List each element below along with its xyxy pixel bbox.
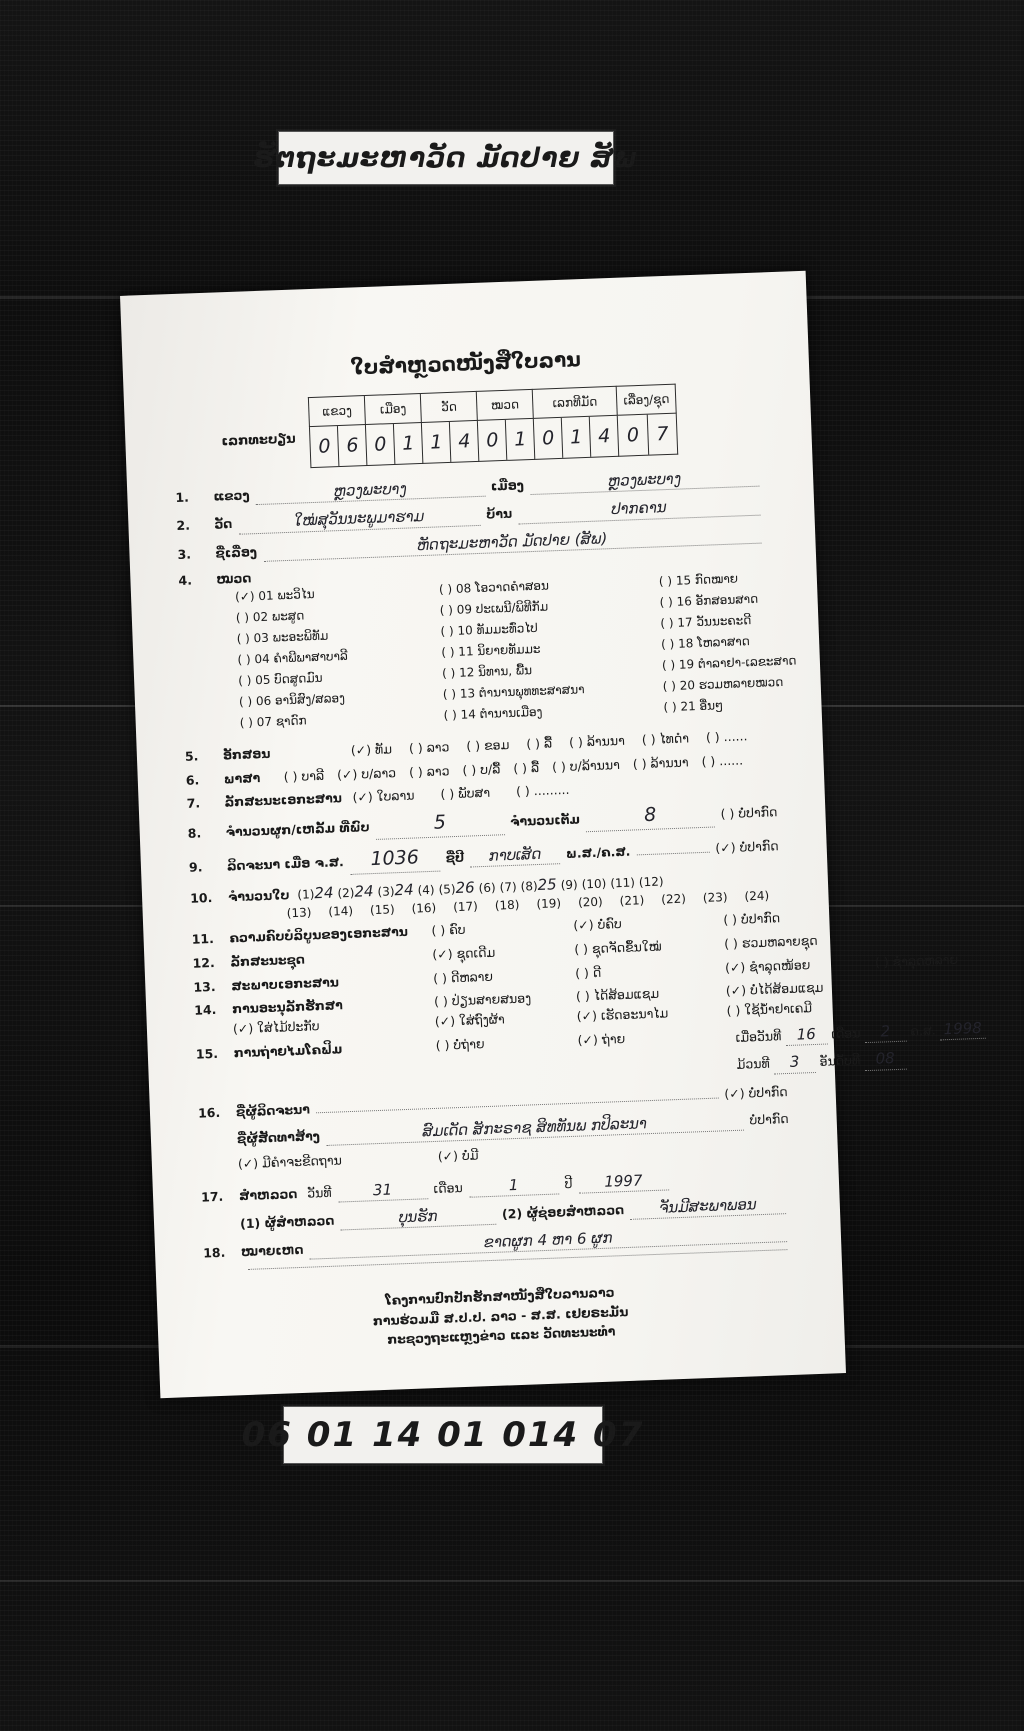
microfilm-order-value: 08 [864, 1048, 907, 1071]
assistant-label: (2) ຜູ້ຊ່ອຍສຳຫລວດ [501, 1201, 625, 1222]
surveyor-name-line [340, 1204, 497, 1231]
registration-table [308, 384, 678, 468]
reg-digit: 0 [541, 427, 555, 450]
script-option: ( ) ຂອມ [466, 736, 510, 754]
leaf-slot: (1)24 [297, 883, 334, 902]
field-row-condition: 13. ສະພາບເອກະສານ ( ) ດີຫລາຍ ( ) ດີ (✓) ຊຳລຸດໜ້ອຍ ( ) ຊຳລຸດຫລາຍ [193, 951, 959, 995]
leaf-slot: (4) [417, 882, 435, 897]
field-row-completeness: 11. ຄວາມຄົບບໍລິບູນຂອງເອກະສານ ( ) ຄົບ (✓) ບໍ່ຄົບ ( ) ບໍ່ປາກົດ [191, 909, 781, 947]
province-value-line [255, 476, 485, 506]
script-option: ( ) ...... [705, 727, 748, 745]
language-option: ( ) ລາວ [408, 762, 450, 780]
language-option: ( ) ບ/ລ້ານນາ [551, 756, 621, 774]
condition-option: ( ) ດີຫລາຍ [432, 968, 494, 986]
microfilm-details [735, 1018, 987, 1076]
category-item: ( ) 07 ຊາດົກ [239, 713, 307, 730]
field-row-language: 6. ພາສາ ( ) ບາລີ (✓) ບ/ລາວ ( ) ລາວ ( ) ບ/ລື້ ( ) ລື້ ( ) ບ/ລ້ານນາ ( ) ລ້ານນາ ( ) ...... [185, 751, 744, 788]
condition-option: (✓) ຊຳລຸດໜ້ອຍ [724, 956, 811, 975]
date-unknown-option: (✓) ບໍ່ປາກົດ [715, 838, 779, 856]
conservation-option: (✓) ໃສ່ຖົງຜ້າ [434, 1011, 506, 1030]
field-row-survey-date: 17. ສຳຫລວດ ວັນທີ 31 ເດືອນ 1 ປີ 1997 [201, 1165, 791, 1208]
manuscript-title-label: ຊື່ເລື່ອງ [215, 543, 258, 561]
bottom-code-card [241, 1406, 645, 1464]
survey-day-line [337, 1178, 428, 1203]
category-grid [234, 570, 797, 736]
footer-program: ໂຄງການປົກປັກຮັກສາໜັງສືໃບລານລາວ [385, 1284, 615, 1309]
year-name-label: ຊື່ປີ [445, 849, 465, 866]
sponsor-unknown-option: ບໍ່ປາກົດ [749, 1110, 789, 1127]
doc-type-option: (✓) ໃບລານ [352, 787, 415, 806]
microfilm-month-value: 2 [864, 1021, 907, 1044]
script-label: ອັກສອນ [222, 745, 271, 763]
conservation-option: (✓) ເຮັດອະນາໄມ [576, 1005, 669, 1024]
category-item: ( ) 08 ໂອວາດຄຳສອນ [438, 578, 550, 597]
category-column-2 [439, 574, 656, 729]
set-type-option: ( ) ຮວມຫລາຍຊຸດ [723, 932, 818, 951]
top-title-card [253, 131, 639, 185]
leaf-slot: (13) [286, 905, 312, 921]
leaf-slot: (6) [478, 880, 496, 895]
assistant-name-line [630, 1193, 787, 1220]
scribe-name-line [316, 1097, 719, 1113]
reg-digit: 0 [485, 429, 499, 452]
field-row-remarks: 18. ໝາຍເຫດ ຂາດຜູກ 4 ຫາ 6 ຜູກ [203, 1221, 793, 1264]
leaf-slot: (9) [560, 877, 578, 892]
field-row-leaves: 10. ຈຳນວນໃບ (1)24 (2)24 (3)24 (4) (5)26 (6) (7) (8)25 (9) (10) (11) (12) [190, 866, 780, 908]
condition-option: ( ) ດີ [574, 964, 602, 981]
conservation-option: ( ) ໄດ້ສ້ອມແຊມ [575, 986, 660, 1005]
field-row-province: 1. ແຂວງ ຫຼວງພະບາງ ເມືອງ ຫຼວງພະບາງ [175, 465, 765, 508]
province-value: ຫຼວງພະບາງ [333, 479, 407, 501]
leaf-slot: (15) [369, 902, 395, 917]
doc-type-option: ( ) ພັບສາ [440, 785, 491, 802]
category-item: (✓) 01 ພະວິໄນ [234, 586, 315, 604]
language-option: (✓) ບ/ລາວ [336, 764, 397, 782]
leaf-slot: (17) [452, 899, 479, 914]
leaf-slot: (24) [744, 888, 770, 904]
era-line [636, 852, 709, 856]
sponsor-name-value: ສົມເດັດ ສັກະຣາຊ ສິທທັນພ ກປິລະນາ [422, 1113, 648, 1140]
field-row-set-type: 12. ລັກສະນະຊຸດ (✓) ຊຸດເດີມ ( ) ຊຸດຈັດຂຶ້ນໃໝ່ ( ) ຮວມຫລາຍຊຸດ [192, 932, 818, 971]
remarks-value: ຂາດຜູກ 4 ຫາ 6 ຜູກ [483, 1228, 613, 1252]
reg-digit: 7 [646, 414, 677, 455]
village-value-line [518, 494, 761, 524]
category-item: ( ) 10 ທັມມະທົ່ວໄປ [440, 620, 538, 639]
survey-year-line [578, 1169, 669, 1194]
survey-month-line [468, 1173, 559, 1198]
category-item: ( ) 04 ຄຳພີພາສາບາລີ [237, 648, 349, 667]
field-row-conservation: 14. ການອະນຸລັກຮັກສາ ( ) ປ່ຽນສາຍສນອງ ( ) ໄດ້ສ້ອມແຊມ (✓) ບໍ່ໄດ້ສ້ອມແຊມ [193, 980, 824, 1019]
registration-label: ເລກທະບຽນ [221, 431, 296, 450]
manuscript-title-value: ຫັດຖະມະຫາວັດ ມັດປາຍ (ສັພ) [416, 528, 608, 554]
leaf-slot: (22) [661, 891, 687, 907]
reg-digit: 4 [449, 421, 478, 462]
language-option: ( ) ລື້ [512, 759, 540, 776]
category-item: ( ) 11 ນິຍາຍທັມມະ [441, 641, 541, 660]
completeness-option: ( ) ຄົບ [431, 921, 466, 938]
reg-digit: 1 [561, 417, 590, 458]
leaf-slot: (19) [536, 895, 562, 911]
reg-digit: 0 [626, 424, 640, 447]
reg-digit: 1 [505, 419, 534, 460]
survey-label: ສຳຫລວດ [238, 1185, 298, 1203]
scribe-name-label: ຊື່ຜູ້ລິດຈະນາ [235, 1101, 311, 1119]
top-title-text: ຮັຕຖະມະຫາວັດ ມັດປາຍ ສັພ [253, 142, 639, 174]
field-row-temple: 2. ວັດ ໃໝ່ສຸວັນນະພູມາຮາມ ບ້ານ ປາກຄານ [176, 494, 766, 537]
category-label: ໝວດ [216, 570, 252, 587]
script-option: ( ) ລາວ [408, 738, 450, 756]
category-item: ( ) 05 ບົດສູດມົນ [237, 670, 323, 688]
leaf-slot: (2)24 [337, 881, 374, 901]
category-item: ( ) 13 ຕຳນານພຸທທະສາສນາ [442, 681, 585, 701]
surveyor-label: (1) ຜູ້ສຳຫລວດ [239, 1212, 335, 1232]
fascicles-full-value: 8 [643, 803, 657, 827]
conservation-option: ( ) ປ່ຽນສາຍສນອງ [433, 990, 532, 1010]
sponsor-name-label: ຊື່ຜູ້ສັດທາສ້າງ [236, 1127, 321, 1146]
leaf-slot: (10) [581, 876, 607, 891]
category-item: ( ) 09 ປະເພນີ/ພິທີກັມ [439, 599, 549, 618]
bottom-code-text: 06 01 14 01 014 07 [241, 1415, 645, 1455]
category-item: ( ) 02 ພະສູດ [235, 608, 305, 625]
leaf-slot: (7) [499, 879, 517, 894]
set-type-option: ( ) ຊຸດຈັດຂຶ້ນໃໝ່ [573, 938, 662, 957]
leaf-slot: (23) [702, 889, 728, 905]
field-row-microfilm: 15. ການຖ່າຍໄມໂຄຟິມ ( ) ບໍ່ຖ່າຍ (✓) ຖ່າຍ ເມື່ອວັນທີ 16 ເດືອນ 2 ຄ.ສ. 1998 ມ້ວນທີ 3 ອັນດັບທີ 08 [196, 1025, 787, 1095]
field-row-title: 3. ຊື່ເລື່ອງ ຫັດຖະມະຫາວັດ ມັດປາຍ (ສັພ) [177, 522, 767, 565]
completeness-label: ຄວາມຄົບບໍລິບູນຂອງເອກະສານ [229, 923, 409, 946]
category-item: ( ) 20 ຮວມຫລາຍໝວດ [662, 674, 784, 693]
village-value: ປາກຄານ [611, 498, 667, 519]
condition-option: ( ) ຊຳລຸດຫລາຍ [874, 951, 959, 970]
reg-col-text: ເລື່ອງ/ຊຸດ [616, 384, 676, 415]
language-label: ພາສາ [223, 769, 261, 786]
remarks-label: ໝາຍເຫດ [240, 1242, 304, 1260]
doc-type-label: ລັກສະນະເອກະສານ [224, 790, 343, 810]
form-footer [205, 1276, 797, 1356]
era-label: ພ.ສ./ຄ.ສ. [565, 843, 631, 861]
language-option: ( ) ...... [701, 751, 744, 769]
field-row-category: 4. ໝວດ [178, 570, 252, 588]
category-item: ( ) 12 ນິທານ, ພື້ນ [441, 662, 533, 681]
fascicles-found-label: ຈຳນວນຜູກ/ເຫລັ້ມ ທີ່ພົບ [225, 819, 370, 840]
reg-digit: 6 [337, 425, 366, 466]
leaf-slot: (8)25 [520, 874, 557, 894]
leaf-slot: (3)24 [377, 880, 414, 899]
survey-year-value: 1997 [603, 1171, 643, 1191]
reg-digit: 1 [429, 431, 443, 454]
footer-ministry: ກະຊວງຖະແຫຼງຂ່າວ ແລະ ວັດທະນະທຳ [387, 1323, 616, 1347]
language-option: ( ) ບາລີ [283, 767, 325, 784]
leaf-slot: (5)26 [438, 877, 475, 897]
fascicles-full-line [585, 801, 715, 832]
script-option: (✓) ທັມ [350, 740, 393, 758]
leaf-slot: (14) [328, 903, 354, 919]
reg-digit: 1 [393, 423, 422, 464]
category-item: ( ) 14 ຕຳນານເມືອງ [443, 704, 543, 722]
leaf-slot: (12) [638, 873, 664, 889]
microfilm-roll-line: ມ້ວນທີ 3 ອັນດັບທີ 08 [736, 1045, 987, 1075]
scribe-unknown-option: (✓) ບໍ່ປາກົດ [724, 1083, 788, 1101]
registration-number-row [220, 380, 764, 471]
microfilm-option: ( ) ບໍ່ຖ່າຍ [435, 1036, 485, 1054]
fascicles-found-value: 5 [433, 811, 447, 835]
form-title: ໃບສຳຫຼວດໜັງສືໃບລານ [350, 347, 582, 380]
survey-form-paper [120, 271, 983, 1398]
reg-col-district: ເມືອງ [365, 393, 422, 424]
microfilm-option: (✓) ຖ່າຍ [577, 1031, 626, 1048]
colophon-none-option: (✓) ບໍ່ມີ [437, 1147, 479, 1164]
temple-value: ໃໝ່ສຸວັນນະພູມາຮາມ [293, 507, 425, 530]
category-column-3 [659, 569, 799, 721]
language-option: ( ) ລ້ານນາ [632, 753, 689, 771]
fascicles-found-line [375, 808, 505, 839]
condition-label: ສະພາບເອກະສານ [231, 973, 340, 993]
village-label: ບ້ານ [485, 505, 513, 522]
reg-col-category: ໝວດ [476, 389, 533, 420]
surveyor-name-value: ບຸນຮັກ [398, 1206, 438, 1227]
script-option: ( ) ລ້ານນາ [568, 732, 626, 750]
completeness-option: (✓) ບໍ່ຄົບ [573, 915, 623, 933]
field-row-script: 5. ອັກສອນ (✓) ທັມ ( ) ລາວ ( ) ຂອມ ( ) ລື້ ( ) ລ້ານນາ ( ) ໄທດຳ ( ) ...... [184, 727, 748, 764]
field-row-doc-type: 7. ລັກສະນະເອກະສານ (✓) ໃບລານ ( ) ພັບສາ ( ) ......... [186, 782, 570, 812]
field-row-fascicles: 8. ຈຳນວນຜູກ/ເຫລັ້ມ ທີ່ພົບ 5 ຈຳນວນເຕັມ 8 ( ) ບໍ່ປາກົດ [187, 798, 778, 846]
reg-digit: 4 [589, 416, 618, 457]
fascicles-unknown-option: ( ) ບໍ່ປາກົດ [720, 804, 778, 822]
conservation-option: ( ) ໃຊ້ນ້ຳຢາເຄມີ [726, 1000, 813, 1019]
microfilm-roll-value: 3 [773, 1051, 816, 1074]
leaf-slot: (18) [494, 897, 520, 913]
category-item: ( ) 17 ວັນນະຄະດີ [660, 612, 752, 630]
conservation-option: (✓) ໃສ່ໄມ້ປະກັບ [232, 1018, 320, 1037]
year-name-value: ກາບເສັດ [488, 844, 542, 865]
conservation-label: ການອະນຸລັກຮັກສາ [231, 997, 343, 1017]
doc-type-option: ( ) ......... [515, 782, 570, 800]
field-row-scribe: 16. ຊື່ຜູ້ລິດຈະນາ (✓) ບໍ່ປາກົດ [197, 1083, 788, 1121]
temple-label: ວັດ [214, 516, 233, 532]
survey-day-value: 31 [372, 1180, 393, 1199]
set-type-label: ລັກສະນະຊຸດ [230, 951, 305, 969]
province-label: ແຂວງ [213, 487, 250, 504]
year-name-line [470, 843, 561, 868]
script-option: ( ) ລື້ [526, 735, 553, 751]
survey-month-value: 1 [508, 1175, 519, 1194]
footer-cooperation: ການຮ່ວມມື ສ.ປ.ປ. ລາວ - ສ.ສ. ເຢຍຣະມັນ [372, 1303, 629, 1329]
microfilm-date-line: ເມື່ອວັນທີ 16 ເດືອນ 2 ຄ.ສ. 1998 [735, 1018, 986, 1048]
set-type-option: (✓) ຊຸດເດີມ [432, 944, 496, 962]
assistant-name-value: ຈັນມີສະພາພອນ [658, 1195, 757, 1217]
temple-value-line [238, 504, 481, 534]
microfilm-year-value: 1998 [939, 1018, 986, 1041]
script-option: ( ) ໄທດຳ [641, 730, 690, 747]
category-item: ( ) 15 ກົດໝາຍ [658, 571, 739, 589]
microfilm-day-value: 16 [785, 1024, 828, 1047]
microfilm-label: ການຖ່າຍໄມໂຄຟິມ [233, 1041, 343, 1061]
district-label: ເມືອງ [490, 477, 525, 494]
cs-year-line [349, 845, 440, 875]
category-item: ( ) 18 ໂຫລາສາດ [660, 633, 750, 651]
scan-streak [0, 1580, 1024, 1582]
category-column-1 [235, 582, 436, 736]
reg-digit: 0 [373, 433, 387, 456]
reg-digit: 0 [317, 435, 331, 458]
leaf-slot: (21) [619, 892, 645, 908]
district-value: ຫຼວງພະບາງ [607, 469, 682, 491]
date-written-label: ລິດຈະນາ ເມື່ອ ຈ.ສ. [226, 854, 345, 874]
conservation-option: (✓) ບໍ່ໄດ້ສ້ອມແຊມ [725, 980, 824, 999]
leaves-label: ຈຳນວນໃບ [227, 886, 290, 904]
completeness-option: ( ) ບໍ່ປາກົດ [723, 909, 781, 928]
category-item: ( ) 06 ອານິສົງ/ສລອງ [238, 690, 346, 709]
colophon-option: (✓) ມີຄຳຈະຂີດຖານ [237, 1152, 343, 1171]
reg-col-bundle: ເລກທີມັດ [532, 386, 617, 418]
reg-col-temple: ວັດ [421, 391, 478, 422]
category-item: ( ) 19 ຕຳລາຢາ-ເລຂະສາດ [661, 653, 797, 672]
district-value-line [529, 466, 759, 496]
language-option: ( ) ບ/ລື້ [462, 760, 501, 778]
leaf-slot: (16) [411, 900, 437, 916]
category-item: ( ) 16 ອັກສອນສາດ [659, 591, 759, 609]
leaf-slot: (20) [577, 894, 603, 910]
field-row-date-written: 9. ລິດຈະນາ ເມື່ອ ຈ.ສ. 1036 ຊື່ປີ ກາບເສັດ ພ.ສ./ຄ.ສ. (✓) ບໍ່ປາກົດ [188, 838, 779, 875]
category-item: ( ) 21 ອື່ນໆ [663, 697, 724, 714]
fascicles-full-label: ຈຳນວນເຕັມ [509, 811, 581, 830]
category-item: ( ) 03 ພະອະພິທັມ [236, 628, 329, 646]
reg-col-province: ແຂວງ [309, 396, 366, 427]
cs-year-value: 1036 [370, 846, 420, 871]
leaf-slot: (11) [610, 875, 636, 890]
